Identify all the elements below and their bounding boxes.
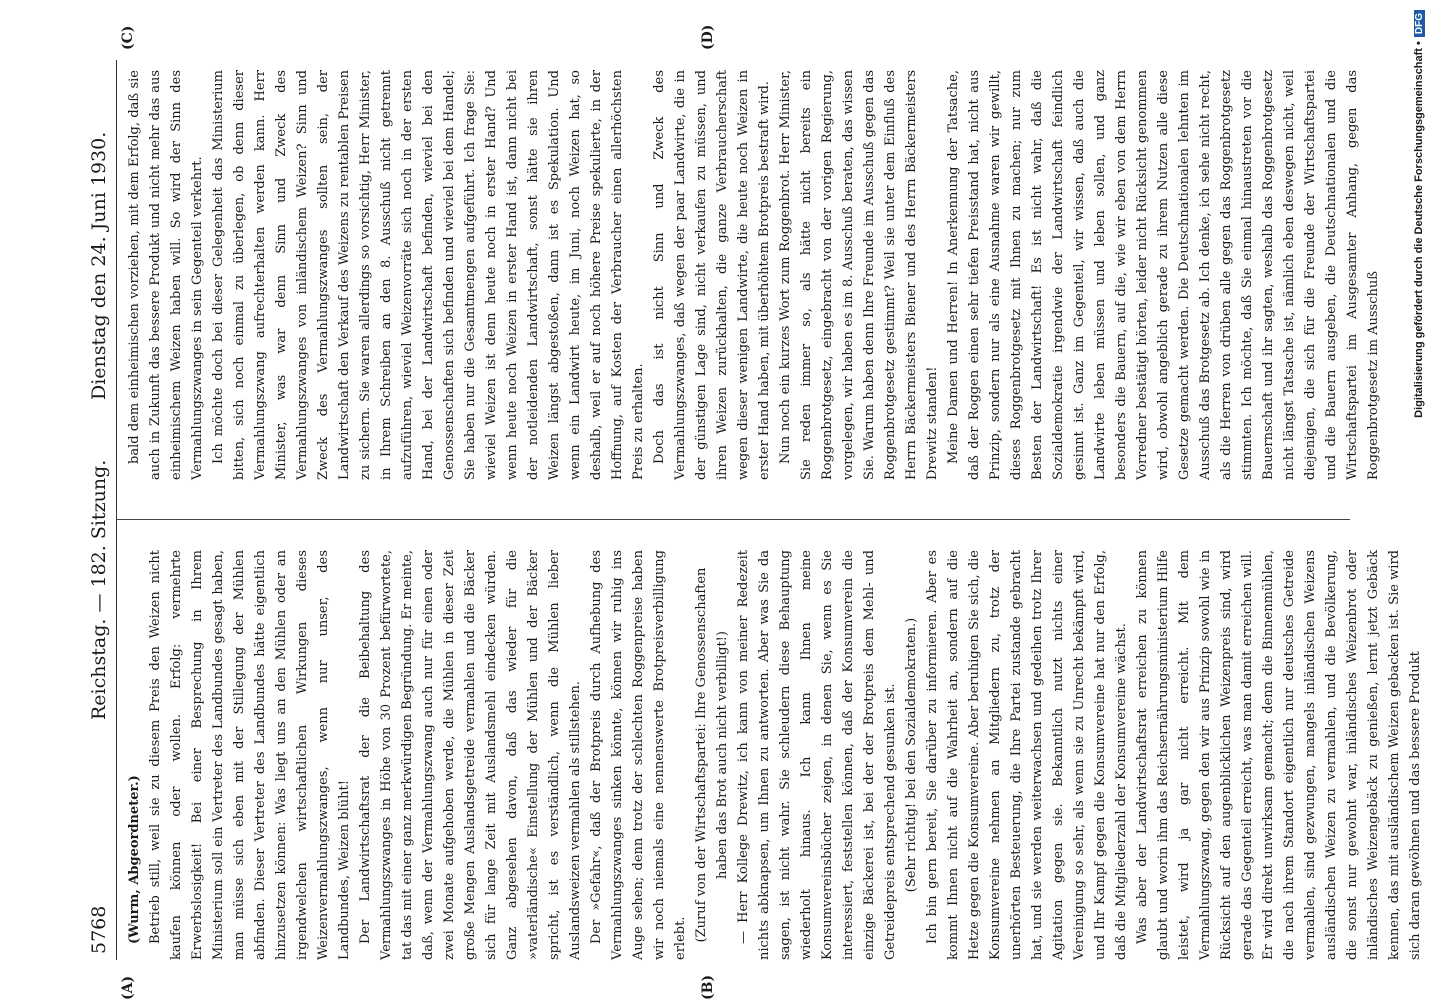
margin-mark-a: (A) bbox=[120, 975, 136, 1000]
column-divider bbox=[116, 519, 1350, 520]
paragraph bbox=[649, 70, 775, 480]
paragraph-text: Ich bin gern bereit, Sie darüber zu informieren. Aber es kommt Ihnen nicht auf die Wahrheit an, sondern auf die Hetze gegen die Konsumvereine. Aber beruhigen Sie sich, die Konsumvereine nehmen an Mitgliedern zu, trotz der unerhörten Besteuerung, die Ihre Partei zustande gebracht hat, und sie werden weiterwachsen und gedeihen trotz Ihrer Agitation gegen sie. Bekanntlich nutzt nichts einer Vereinigung so sehr, als wenn sie zu Unrecht bekämpft wird, und Ihr Kampf gegen die Konsumvereine hat nur den Erfolg, daß die Mitgliederzahl der Konsumvereine wächst. bbox=[925, 550, 1129, 960]
paragraph-text: bald dem einheimischen vorziehen, mit dem Erfolg, daß sie auch in Zukunft das bessere Produkt und nicht mehr das aus einheimischem Weizen haben will. So wird der Sinn des Vermahlungszwanges in sein Gegenteil verkehrt. bbox=[127, 70, 205, 480]
paragraph bbox=[1132, 550, 1426, 960]
paragraph-text: Was aber der Landwirtschaftsrat erreichen zu können glaubt und worin ihm das Reichsernährungsministerium Hilfe leistet, wird ja gar nicht erreicht. Mit dem Vermahlungszwang, gegen den wir aus Prinzip sowohl wie in Rücksicht auf den augenblicklichen Weizenpreis sind, wird gerade das Gegenteil erreicht, was man damit erreichen will. Er wird direkt unwirksam gemacht; denn die Binnenmühlen, die nach ihrem Standort eigentlich nur deutsches Getreide vermahlen, sind gezwungen, mangels inländischen Weizens ausländischen Weizen zu vermahlen, und die Bevölkerung, die sonst nur gewohnt war, inländisches Weizenbrot oder inländisches Weizengebäck zu genießen, lernt jetzt Gebäck kennen, das mit ausländischem Weizen gebacken ist. Sie wird sich daran gewöhnen und das bessere Produkt bbox=[1135, 550, 1423, 960]
margin-mark-b: (B) bbox=[700, 974, 716, 1000]
left-column bbox=[124, 550, 1423, 960]
paragraph-text: Doch das ist nicht Sinn und Zweck des Vermahlungszwanges, daß wegen der paar Landwirte, die in der günstigen Lage sind, nicht verkaufen zu müssen, und ihren Weizen zurückhalten, die ganze Verbraucherschaft wegen dieser wenigen Landwirte, die heute noch Weizen in erster Hand haben, mit überhöhtem Brotpreis bestraft wird. bbox=[652, 70, 772, 480]
margin-mark-c: (C) bbox=[120, 25, 136, 50]
page-number: 5768 bbox=[88, 905, 110, 954]
speaker-label: (Wurm, Abgeordneter.) bbox=[127, 775, 142, 944]
dfg-logo: DFG bbox=[1414, 10, 1425, 37]
paragraph bbox=[922, 550, 1132, 960]
digitization-sidebar bbox=[1413, 10, 1429, 990]
paragraph bbox=[124, 70, 208, 480]
digitization-credit bbox=[1413, 10, 1429, 990]
paragraph-text: Ich möchte doch bei dieser Gelegenheit das Ministerium bitten, sich noch einmal zu überlegen, ob denn dieser Vermahlungszwang aufrechterhalten werden kann. Herr Minister, was war denn Sinn und Zweck des Vermahlungszwanges von inländischem Weizen? Sinn und Zweck des Vermahlungszwanges sollten sein, der Landwirtschaft den Verkauf des Weizens zu rentablen Preisen zu sichern. Sie waren allerdings so vorsichtig, Herr Minister, in Ihrem Schreiben an den 8. Ausschuß nicht getrennt aufzuführen, wieviel Weizenvorräte sich noch in der ersten Hand, bei der Landwirtschaft befinden, wieviel bei den Genossenschaften sich befinden und wieviel bei dem Handel; Sie haben nur die Gesamtmengen aufgeführt. Ich frage Sie: wieviel Weizen ist denn heute noch in erster Hand? Und wenn heute noch Weizen in erster Hand ist, dann nicht bei der notleidenden Landwirtschaft, sonst hätte sie ihren Weizen längst abgestoßen, dann ist es Spekulation. Und wenn ein Landwirt heute, im Juni, noch Weizen hat, so deshalb, weil er auf noch höhere Preise spekulierte, in der Hoffnung, auf Kosten der Verbraucher einen allerhöchsten Preis zu erhalten. bbox=[211, 70, 646, 480]
paragraph bbox=[145, 550, 355, 960]
margin-mark-d: (D) bbox=[700, 24, 716, 50]
header-rule bbox=[116, 60, 117, 960]
paragraph bbox=[901, 550, 922, 960]
paragraph-text: (Sehr richtig! bei den Sozialdemokraten.) bbox=[904, 617, 919, 893]
paragraph bbox=[124, 550, 145, 960]
page-header bbox=[80, 60, 116, 960]
paragraph-text: Betrieb still, weil sie zu diesem Preis den Weizen nicht kaufen können oder wollen. Erfolg: vermehrte Erwerbslosigkeit! Bei einer Besprechung in Ihrem Ministerium soll ein Vertreter des Landbundes gesagt haben, man müsse sich eben mit der Stillegung der Mühlen abfinden. Dieser Vertreter des Landbundes hätte eigentlich hinzusetzen können: Was liegt uns an den Mühlen oder an irgendwelchen wirtschaftlichen Wirkungen dieses Weizenvermahlungszwanges, wenn nur unser, des Landbundes, Weizen blüht! bbox=[148, 550, 352, 960]
session-date: Dienstag den 24. Juni 1930. bbox=[88, 131, 110, 400]
paragraph bbox=[943, 70, 1384, 480]
right-column bbox=[124, 70, 1381, 480]
paragraph bbox=[691, 550, 733, 960]
paragraph-text: — Herr Kollege Drewitz, ich kann von meiner Redezeit nichts abknapsen, um Ihnen zu antworten. Aber was Sie da sagen, ist nicht wahr. Sie schleudern diese Behauptung wiederholt hinaus. Ich kann Ihnen meine Konsumvereinsbücher zeigen, in denen Sie, wenn es Sie interessiert, feststellen können, daß der Konsumverein die einzige Bäckerei ist, bei der der Brotpreis dem Mehl- und Getreidepreis entsprechend gesunken ist. bbox=[736, 550, 898, 960]
paragraph bbox=[775, 70, 943, 480]
paragraph bbox=[355, 550, 586, 960]
paragraph-text: Der »Gefahr«, daß der Brotpreis durch Aufhebung des Vermahlungszwanges sinken könnte, können wir ruhig ins Auge sehen; denn trotz der schlechten Roggenpreise haben wir noch niemals eine nennenswerte Brotpreisverbilligung erlebt. bbox=[589, 550, 688, 960]
paragraph bbox=[586, 550, 691, 960]
paragraph bbox=[733, 550, 901, 960]
paragraph-text: Meine Damen und Herren! In Anerkennung der Tatsache, daß der Roggen einen sehr tiefen Preisstand hat, nicht aus Prinzip, sondern nur als eine Ausnahme waren wir gewillt, dieses Roggenbrotgesetz mit Ihnen zu machen; nur zum Besten der Landwirtschaft! Es ist nicht wahr, daß die Sozialdemokratie irgendwie der Landwirtschaft feindlich gesinnt ist. Ganz im Gegenteil, wir wissen, daß auch die Landwirte leben müssen und leben sollen, und ganz besonders die Bauern, auf die, wie wir eben von dem Herrn Vorredner bestätigt hörten, leider nicht Rücksicht genommen wird, obwohl angeblich gerade zu ihrem Nutzen alle diese Gesetze gemacht werden. Die Deutschnationalen lehnten im Ausschuß das Brotgesetz ab. Ich denke, ich sehe nicht recht, als die Herren von drüben alle gegen das Roggenbrotgesetz stimmten. Ich möchte, daß Sie einmal hinaustreten vor die Bauernschaft und ihr sagten, weshalb das Roggenbrotgesetz nicht längst Tatsache ist, nämlich eben deswegen nicht, weil diejenigen, die sich für die Freunde der Wirtschaftspartei und die Bauern ausgeben, die Deutschnationalen und die Wirtschaftspartei im Ausgesamter Anhang, gegen das Roggenbrotgesetz im Ausschuß bbox=[946, 70, 1381, 480]
paragraph bbox=[208, 70, 649, 480]
paragraph-text: Nun noch ein kurzes Wort zum Roggenbrot. Herr Minister, Sie reden immer so, als hätte nicht bereits ein Roggenbrotgesetz, eingebracht von der vorigen Regierung, vorgelegen, wir haben es im 8. Ausschuß beraten, das wissen Sie. Warum haben denn Ihre Freunde im Ausschuß gegen das Roggenbrotgesetz gestimmt? Weil sie unter dem Einfluß des Herrn Bäckermeisters Biener und des Herrn Bäckermeisters Drewitz standen! bbox=[778, 70, 940, 480]
paragraph-text: Der Landwirtschaftsrat der die Beibehaltung des Vermahlungszwanges in Höhe von 30 Prozent befürwortete, tat das mit einer ganz merkwürdigen Begründung. Er meinte, daß, wenn der Vermahlungszwang auch nur für einen oder zwei Monate aufgehoben werde, die Mühlen in dieser Zeit große Mengen Auslandsgetreide vermahlen und die Bäcker sich für lange Zeit mit Auslandsmehl eindecken würden. Ganz abgesehen davon, daß das wieder für die »vaterländische« Einstellung der Mühlen und der Bäcker spricht, ist es verständlich, wenn die Mühlen lieber Auslandsweizen vermahlen als stillstehen. bbox=[358, 550, 583, 960]
credit-text: Digitalisierung gefördert durch die Deutsche Forschungsgemeinschaft • bbox=[1413, 41, 1425, 418]
paragraph-text: (Zuruf von der Wirtschaftspartei: Ihre Genossenschaften haben das Brot auch nicht verbilligt!) bbox=[694, 567, 730, 943]
session-title: Reichstag. — 182. Sitzung. bbox=[88, 459, 110, 720]
